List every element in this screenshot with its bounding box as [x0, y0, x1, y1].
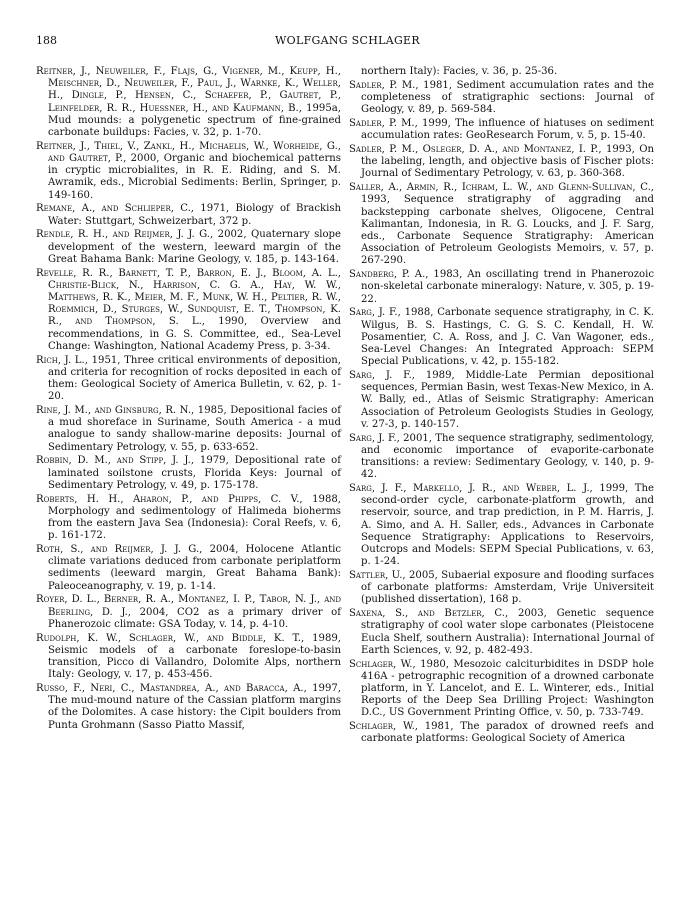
reference-text: 1981, Sediment accumulation rates and the completeness of stratigraphic sections: Journal of Geology, v. 89, p. 569-584. — [361, 79, 654, 116]
reference-entry — [349, 570, 654, 607]
running-head: WOLFGANG SCHLAGER — [275, 34, 420, 47]
reference-authors: Reitner, J., Neuweiler, F., Flajs, G., Vigener, M., Keupp, H., Meischner, D., Neuweiler, F., Paul, J., Warnke, K., Weller, H., Dingle, P., Hensen, C., Schaefer, P., Gautret, P., Leinfelder, R. R., Huessner, H., and Kaufmann, B., — [36, 66, 341, 114]
left-column — [36, 66, 341, 733]
reference-entry — [36, 683, 341, 732]
reference-authors: Schlager, W., — [349, 721, 418, 733]
reference-authors: Revelle, R. R., Barnett, T. P., Barron, E. J., Bloom, A. L., Christie-Blick, N., Harrison, C. G. A., Hay, W. W., Matthews, R. K., Meier, M. F., Munk, W. H., Peltier, R. W., Roemmich, D., Sturges, W., Sundquist, E. T., Thompson, K. R., and Thompson, S. L., — [36, 267, 341, 328]
reference-authors: Saxena, S., and Betzler, C., — [349, 608, 509, 620]
reference-continuation: northern Italy): Facies, v. 36, p. 25-36. — [361, 66, 558, 77]
reference-authors: Russo, F., Neri, C., Mastandrea, A., and Baracca, A., — [36, 683, 307, 695]
reference-authors: Sadler, P. M., — [349, 79, 419, 91]
reference-text: 2003, Genetic sequence stratigraphy of cool water slope carbonates (Pleistocene Eucla Shelf, southern Australia): International Journal of Earth Sciences, v. 92, p. 482-493. — [361, 608, 654, 656]
reference-entry — [36, 455, 341, 492]
reference-text: 1993, On the labeling, length, and objective basis of Fischer plots: Journal of Sedimentary Petrology, v. 63, p. 360-368. — [361, 144, 654, 180]
reference-authors: Remane, A., and Schlieper, C., — [36, 203, 194, 215]
reference-text: 1971, Biology of Brackish Water: Stuttgart, Schweizerbart, 372 p. — [48, 203, 341, 227]
reference-entry — [349, 370, 654, 431]
reference-entry — [349, 182, 654, 267]
reference-text: 1999, The second-order cycle, carbonate-platform growth, and reservoir, source, and trap prediction, in P. M. Harris, J. A. Simo, and A. H. Saller, eds., Advances in Carbonate Sequence Stratigraphy: Applications to Reservoirs, Outcrops and Models: SEPM Special Publications, v. 63, p. 1-24. — [361, 483, 654, 568]
reference-entry — [349, 483, 654, 568]
reference-authors: Roberts, H. H., Aharon, P., and Phipps, C. V., — [36, 493, 303, 505]
reference-authors: Sarg, J. F., — [349, 370, 415, 382]
reference-entry — [349, 80, 654, 117]
right-column — [349, 66, 654, 747]
reference-authors: Sarg, J. F., — [349, 432, 400, 444]
reference-text: 1951, Three critical environments of deposition, and criteria for recognition of rocks deposited in each of them: Geological Society of America Bulletin, v. 62, p. 1-20. — [48, 354, 341, 403]
reference-entry — [349, 144, 654, 181]
reference-entry — [349, 118, 654, 142]
reference-authors: Sattler, U., — [349, 570, 406, 582]
reference-text: 1990, Overview and recommendations, in G. S. Committee, ed., Sea-Level Change: Washington, National Academy Press, p. 3-34. — [48, 316, 341, 352]
reference-authors: Sadler, P. M., Osleger, D. A., and Montanez, I. P., — [349, 144, 602, 155]
reference-entry — [36, 66, 341, 139]
reference-text: 1999, The influence of hiatuses on sediment accumulation rates: GeoResearch Forum, v. 5, p. 15-40. — [361, 118, 654, 142]
reference-entry — [349, 659, 654, 720]
reference-text: 1981, The paradox of drowned reefs and carbonate platforms: Geological Society of America — [361, 721, 654, 745]
reference-entry — [349, 721, 654, 745]
reference-entry — [36, 405, 341, 454]
reference-text: 1989, Middle-Late Permian depositional sequences, Permian Basin, west Texas-New Mexico, in A. W. Bally, ed., Atlas of Seismic Stratigraphy: American Association of Petroleum Geologists Studies in Geology, v. 27-3, p. 140-157. — [361, 370, 654, 430]
reference-authors: Sarg, J. F., — [349, 307, 401, 319]
reference-text: 1988, Morphology and sedimentology of Halimeda bioherms from the eastern Java Sea (Indonesia): Coral Reefs, v. 6, p. 161-172. — [48, 493, 342, 542]
reference-authors: Rine, J. M., and Ginsburg, R. N., — [36, 405, 195, 417]
reference-entry — [349, 307, 654, 368]
reference-entry — [36, 229, 341, 266]
reference-entry — [349, 608, 654, 657]
reference-authors: Reitner, J., Thiel, V., Zankl, H., Michaelis, W., Worheide, G., and Gautret, P., — [36, 140, 341, 165]
reference-entry — [36, 633, 341, 682]
reference-entry — [36, 203, 341, 227]
reference-text: 1980, Mesozoic calciturbidites in DSDP hole 416A - petrographic recognition of a drowned carbonate platform, in Y. Lancelot, and E. L. Winterer, eds., Initial Reports of the Deep Sea Drilling Project: Washington D.C., US Government Printing Office, v. 50, p. 733-749. — [361, 658, 654, 719]
reference-entry — [349, 433, 654, 482]
reference-text: 1988, Carbonate sequence stratigraphy, in C. K. Wilgus, B. S. Hastings, C. G. S. C. Kendall, H. W. Posamentier, C. A. Ross, and J. C. Van Wagoner, eds., Sea-Level Changes: An Integrated Approach: SEPM Special Publications, v. 42, p. 155-182. — [361, 307, 654, 368]
reference-text: 2005, Subaerial exposure and flooding surfaces of carbonate platforms: Amsterdam, Vrije Universiteit (published dissertation), 168 p. — [361, 570, 655, 606]
reference-text: 1985, Depositional facies of a mud shoreface in Suriname, South America - a mud analogue to sandy shallow-marine deposits: Journal of Sedimentary Petrology, v. 55, p. 633-652. — [48, 405, 341, 453]
reference-text: 2002, Quaternary slope development of the western, leeward margin of the Great Bahama Bank: Marine Geology, v. 185, p. 143-164. — [48, 229, 341, 265]
reference-entry — [36, 594, 341, 631]
reference-entry — [36, 544, 341, 593]
reference-authors: Sarg, J. F., Markello, J. R., and Weber, L. J., — [349, 483, 593, 495]
reference-text: 1997, The mud-mound nature of the Cassian platform margins of the Dolomites. A case history: the Cipit boulders from Punta Grohmann (Sasso Piatto Massif, — [48, 683, 341, 731]
page-header — [0, 34, 695, 50]
reference-text: 1995a, Mud mounds: a polygenetic spectrum of fine-grained carbonate buildups: Facies, v. 32, p. 1-70. — [48, 102, 341, 139]
reference-authors: Schlager, W., — [349, 658, 416, 670]
reference-authors: Rich, J. L., — [36, 354, 88, 366]
reference-text: 2004, Holocene Atlantic climate variations deduced from carbonate periplatform sediments (leeward margin, Great Bahama Bank): Paleoceanography, v. 19, p. 1-14. — [48, 544, 342, 592]
reference-text: 2001, The sequence stratigraphy, sedimentology, and economic importance of evaporite-carbonate transitions: a review: Sedimentary Geology, v. 140, p. 9-42. — [361, 432, 654, 481]
reference-text: 2000, Organic and biochemical patterns in cryptic microbialites, in R. E. Riding, and S. M. Awramik, eds., Microbial Sediments: Berlin, Springer, p. 149-160. — [48, 153, 341, 201]
reference-entry — [36, 355, 341, 404]
reference-entry — [36, 268, 341, 353]
reference-authors: Rudolph, K. W., Schlager, W., and Biddle, K. T., — [36, 632, 305, 644]
reference-entry — [36, 494, 341, 543]
reference-text: 2004, CO2 as a primary driver of Phanerozoic climate: GSA Today, v. 14, p. 4-10. — [48, 606, 341, 630]
reference-text: 1983, An oscillating trend in Phanerozoic non-skeletal carbonate mineralogy: Nature, v. 305, p. 19-22. — [361, 269, 654, 305]
reference-entry — [349, 269, 654, 306]
reference-authors: Saller, A., Armin, R., Ichram, L. W., and Glenn-Sullivan, C., — [349, 182, 654, 194]
reference-text: 1979, Depositional rate of laminated soilstone crusts, Florida Keys: Journal of Sedimentary Petrology, v. 49, p. 175-178. — [48, 455, 341, 491]
reference-entry — [36, 141, 341, 202]
reference-authors: Rendle, R. H., and Reijmer, J. J. G., — [36, 229, 214, 241]
reference-authors: Robbin, D. M., and Stipp, J. J., — [36, 455, 195, 467]
page-number: 188 — [36, 34, 57, 47]
reference-authors: Sandberg, P. A., — [349, 269, 429, 281]
reference-text: 1993, Sequence stratigraphy of aggrading and backstepping carbonate shelves, Oligocene, Central Kalimantan, Indonesia, in R. G. Loucks, and J. F. Sarg, eds., Carbonate Sequence Stratigraphy: American Association of Petroleum Geologists Memoirs, v. 57, p. 267-290. — [361, 194, 654, 267]
reference-text: 1989, Seismic models of a carbonate foreslope-to-basin transition, Picco di Vallandro, Dolomite Alps, northern Italy: Geology, v. 17, p. 453-456. — [48, 632, 341, 681]
reference-authors: Royer, D. L., Berner, R. A., Montanez, I. P., Tabor, N. J., and Beerling, D. J., — [36, 594, 341, 618]
reference-authors: Sadler, P. M., — [349, 118, 418, 129]
reference-authors: Roth, S., and Reijmer, J. J. G., — [36, 544, 203, 556]
